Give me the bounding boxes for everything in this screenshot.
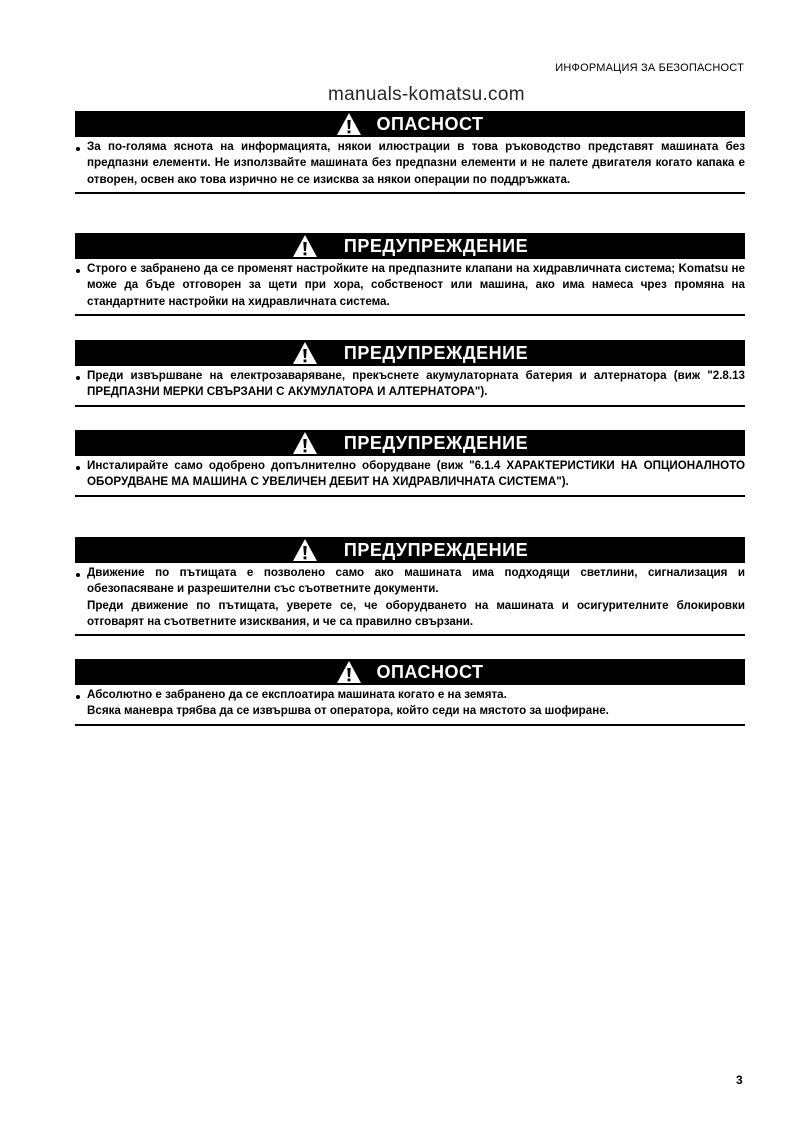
- notice-paragraph: Преди движение по пътищата, уверете се, че оборудването на машината и осигурителните блокировки отговарят на съответните изисквания, и че са правилно свързани.: [87, 598, 745, 628]
- banner-label: ПРЕДУПРЕЖДЕНИЕ: [343, 235, 529, 256]
- banner-label: ПРЕДУПРЕЖДЕНИЕ: [343, 432, 529, 453]
- running-header: ИНФОРМАЦИЯ ЗА БЕЗОПАСНОСТ: [555, 62, 744, 74]
- notice-paragraph: Инсталирайте само одобрено допълнително оборудване (виж "6.1.4 ХАРАКТЕРИСТИКИ НА ОПЦИОНАЛНОТО ОБОРУДВАНЕ МА МАШИНА С УВЕЛИЧЕН ДЕБИТ НА ХИДРАВЛИЧНАТА СИСТЕМА").: [87, 459, 745, 489]
- warning-triangle-icon: [292, 341, 318, 365]
- warning-triangle-icon: [292, 234, 318, 258]
- page-number: 3: [736, 1073, 743, 1087]
- bullet-item: [75, 261, 745, 310]
- notice-paragraph: Абсолютно е забранено да се експлоатира машината когато е на земята.: [87, 688, 507, 701]
- watermark: manuals-komatsu.com: [328, 84, 525, 105]
- notice-body: [75, 685, 745, 726]
- warning-banner: [75, 340, 745, 366]
- danger-banner: [75, 659, 745, 685]
- warning-triangle-icon: [292, 431, 318, 455]
- notice-warning: [75, 430, 745, 497]
- banner-label: ПРЕДУПРЕЖДЕНИЕ: [343, 539, 529, 560]
- notice-paragraph: Строго е забранено да се променят настройките на предпазните клапани на хидравличната система; Komatsu не може да бъде отговорен за щети при хора, собственост или машина, ако има намеса чрез промяна на стандартните настройки на хидравличната система.: [87, 262, 745, 308]
- notice-body: [75, 563, 745, 636]
- notice-paragraph: Преди извършване на електрозаваряване, прекъснете акумулаторната батерия и алтернатора (виж "2.8.13 ПРЕДПАЗНИ МЕРКИ СВЪРЗАНИ С АКУМУЛАТОРА И АЛТЕРНАТОРА").: [87, 369, 745, 399]
- notice-warning: [75, 233, 745, 316]
- notice-warning: [75, 537, 745, 636]
- banner-label: ПРЕДУПРЕЖДЕНИЕ: [343, 342, 529, 363]
- bullet-item: [75, 139, 745, 188]
- bullet-item: [75, 687, 745, 720]
- notice-paragraph: За по-голяма яснота на информацията, някои илюстрации в това ръководство представят машината без предпазни елементи. Не използвайте машината без предпазни елементи и не палете двигателя когато капака е отворен, освен ако това изрично не се изисква за някои операции по поддръжката.: [87, 140, 745, 186]
- notice-body: [75, 137, 745, 194]
- notice-body: [75, 259, 745, 316]
- warning-triangle-icon: [336, 112, 362, 136]
- warning-triangle-icon: [336, 660, 362, 684]
- notice-danger: [75, 659, 745, 726]
- notice-danger: [75, 111, 745, 194]
- bullet-item: [75, 368, 745, 401]
- notice-body: [75, 456, 745, 497]
- warning-banner: [75, 430, 745, 456]
- notice-warning: [75, 340, 745, 407]
- warning-triangle-icon: [292, 538, 318, 562]
- notice-body: [75, 366, 745, 407]
- banner-label: ОПАСНОСТ: [376, 113, 484, 134]
- notice-paragraph: Всяка маневра трябва да се извършва от оператора, който седи на мястото за шофиране.: [87, 704, 609, 718]
- notice-paragraph: Движение по пътищата е позволено само ако машината има подходящи светлини, сигнализация и обезопасяване и разрешителни със съответните документи.: [87, 566, 745, 596]
- warning-banner: [75, 537, 745, 563]
- danger-banner: [75, 111, 745, 137]
- bullet-item: [75, 458, 745, 491]
- warning-banner: [75, 233, 745, 259]
- bullet-item: [75, 565, 745, 630]
- banner-label: ОПАСНОСТ: [376, 661, 484, 682]
